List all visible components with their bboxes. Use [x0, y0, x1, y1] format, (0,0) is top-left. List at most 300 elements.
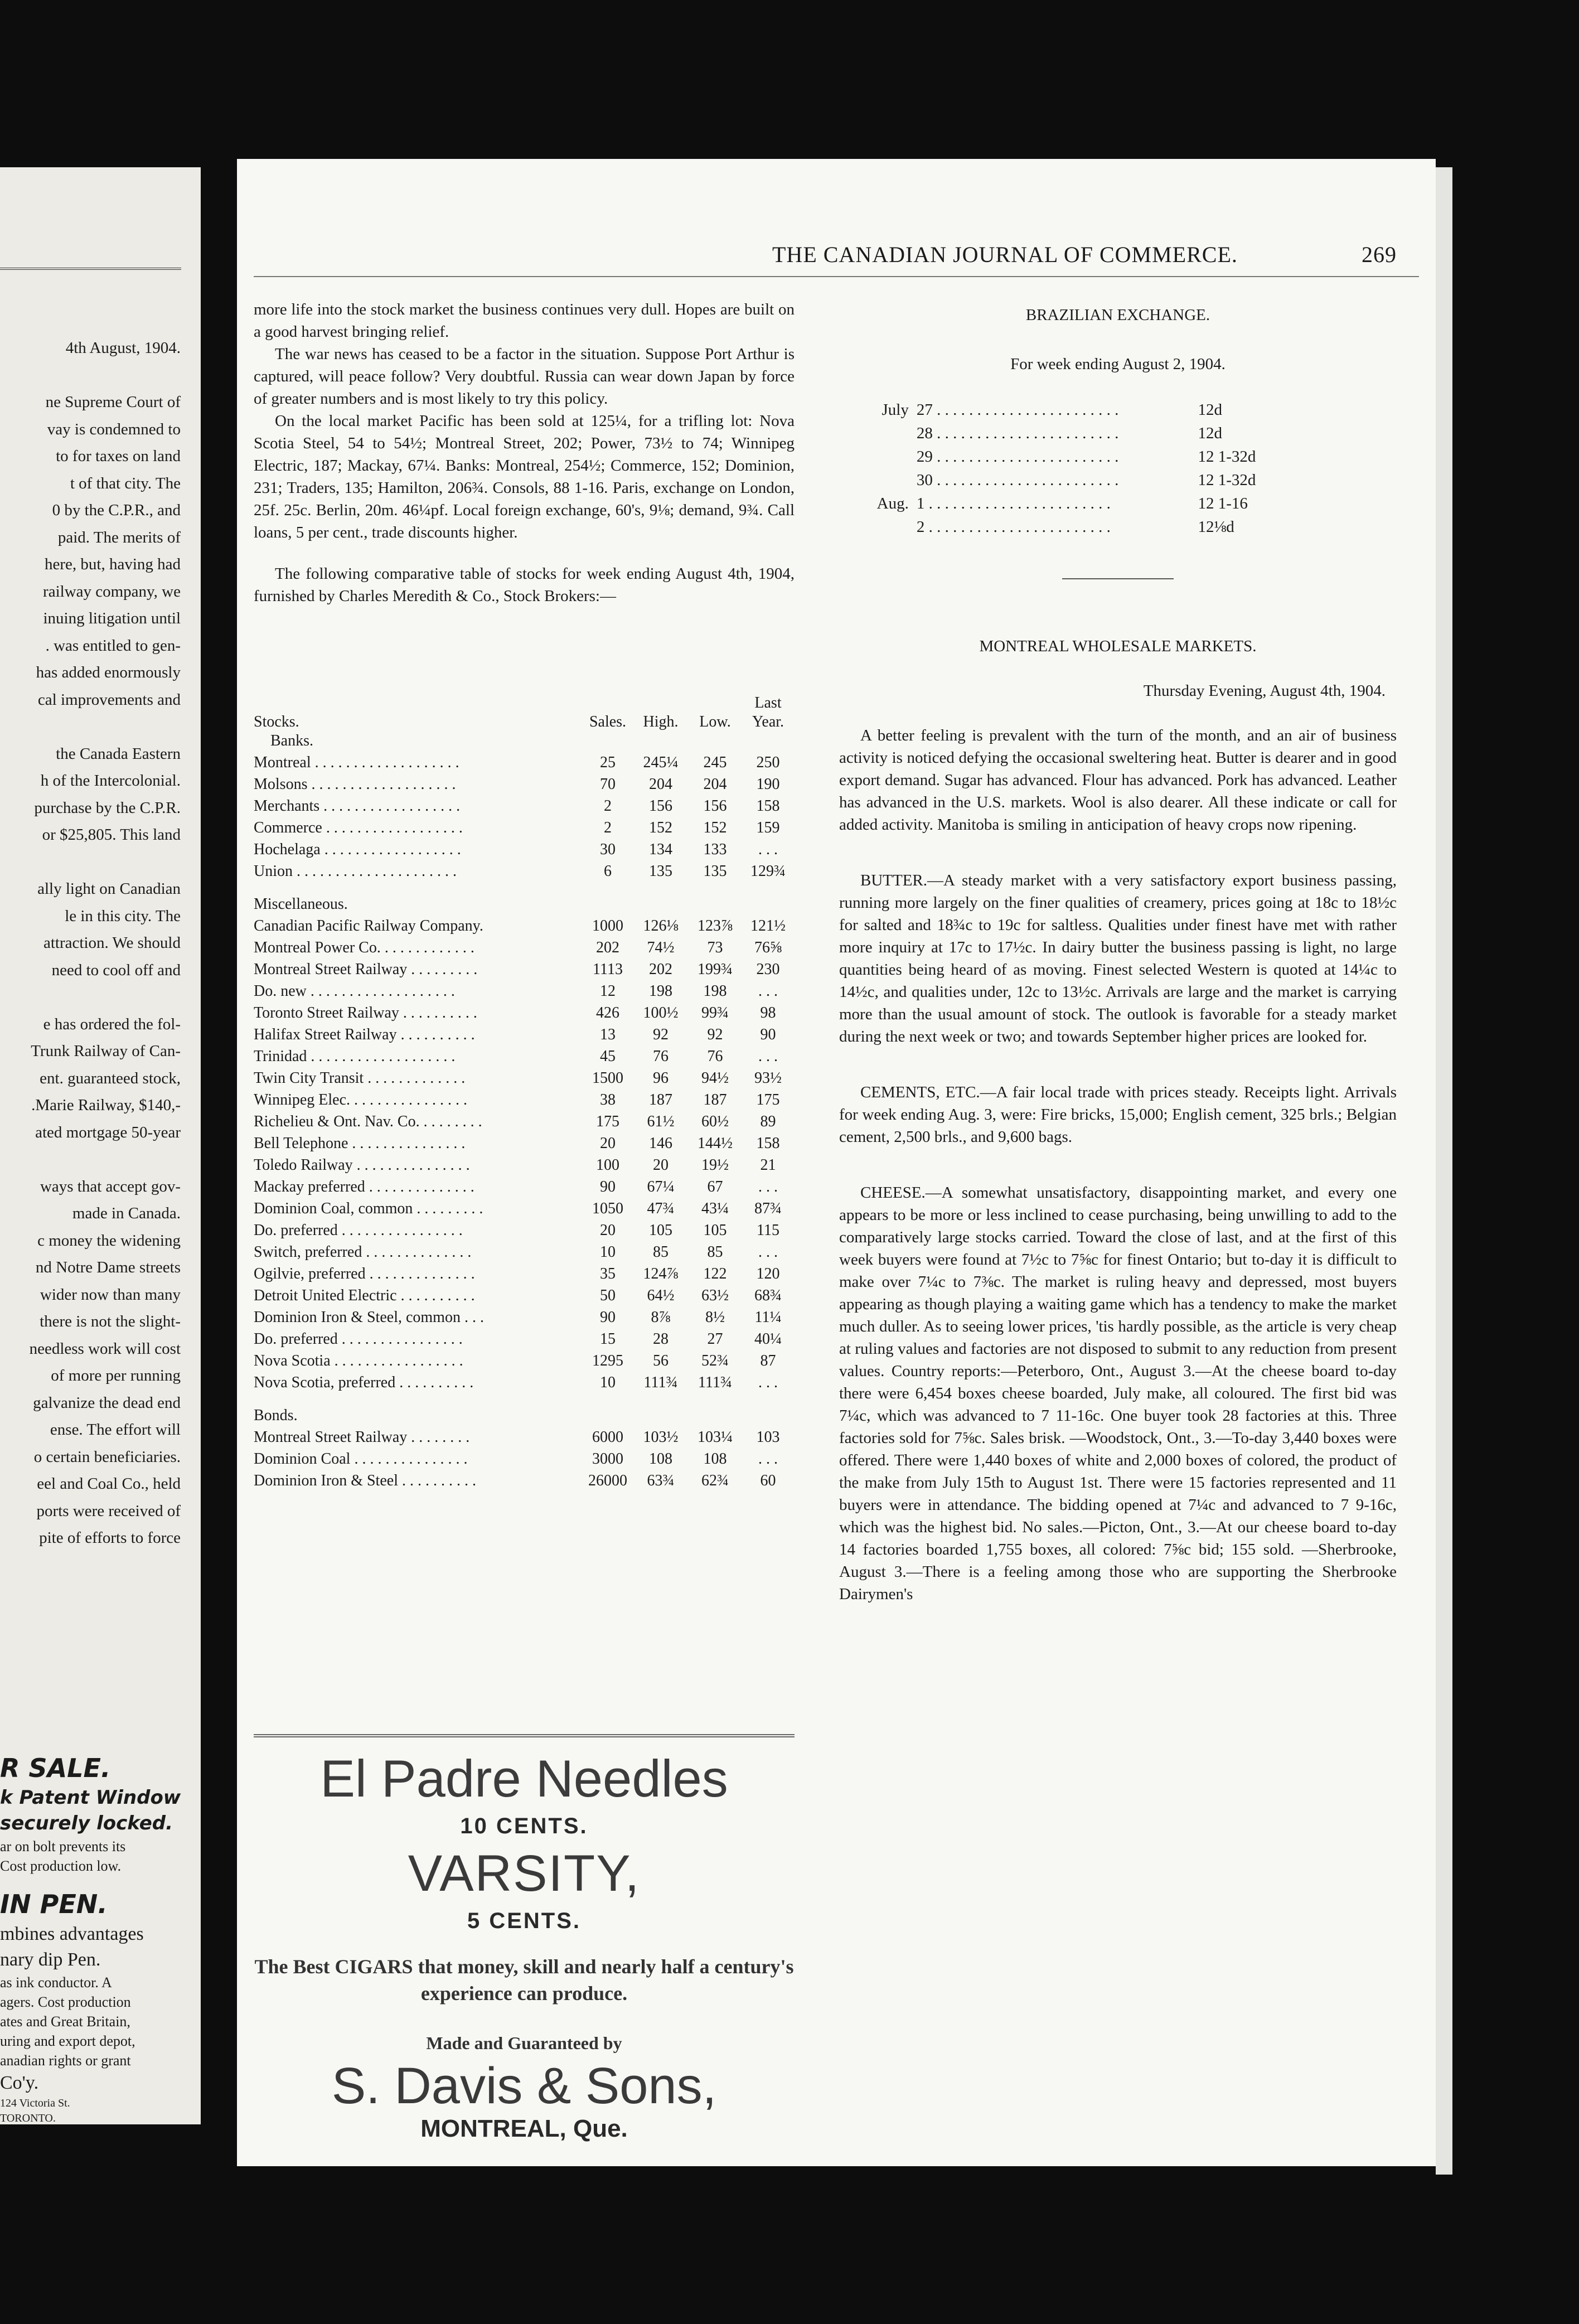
table-cell: 103¼ [698, 1429, 733, 1446]
table-cell: 8½ [705, 1309, 725, 1326]
ad-company: S. Davis & Sons, [331, 2057, 717, 2114]
table-cell: 146 [649, 1135, 672, 1152]
table-cell: 230 [756, 961, 780, 978]
table-cell: 126⅛ [643, 917, 679, 935]
table-cell: 90 [760, 1026, 776, 1043]
left-page-line: ated mortgage 50-year [35, 1123, 181, 1141]
column-header-last: Last [754, 694, 782, 711]
exchange-cell: 1 . . . . . . . . . . . . . . . . . . . . . . . [916, 495, 1111, 512]
exchange-cell: 30 . . . . . . . . . . . . . . . . . . . . . . . [916, 471, 1119, 489]
left-page-line: inuing litigation until [43, 609, 181, 627]
table-row [254, 1091, 795, 1113]
exchange-table [839, 398, 1285, 539]
table-cell: Do. preferred . . . . . . . . . . . . . . . . [254, 1330, 463, 1348]
table-cell: 76 [707, 1048, 723, 1065]
left-page-ad-line: anadian rights or grant [0, 2052, 131, 2069]
table-cell: 120 [756, 1265, 780, 1282]
left-page-line: e has ordered the fol- [43, 1015, 181, 1033]
markets-date: Thursday Evening, August 4th, 1904. [1143, 682, 1386, 700]
table-cell: 10 [600, 1243, 616, 1261]
table-cell: 103 [756, 1429, 780, 1446]
table-cell: 74½ [647, 939, 675, 956]
table-cell: 175 [756, 1091, 780, 1108]
column-header: Stocks. [254, 713, 299, 730]
table-cell: 70 [600, 776, 616, 793]
table-cell: 50 [600, 1287, 616, 1304]
left-page-line: made in Canada. [72, 1204, 181, 1222]
table-row [254, 776, 795, 797]
table-cell: 135 [703, 863, 727, 880]
table-cell: 2 [604, 797, 612, 815]
left-page-ad-line: TORONTO. [0, 2112, 56, 2124]
table-cell: 115 [757, 1222, 779, 1239]
exchange-cell [840, 446, 909, 468]
exchange-cell [840, 516, 909, 538]
table-cell: 92 [653, 1026, 669, 1043]
table-cell: 25 [600, 754, 616, 771]
section-title: Miscellaneous. [254, 895, 348, 913]
left-page-line: c money the widening [37, 1231, 181, 1250]
table-row [254, 917, 795, 939]
table-cell: 1050 [592, 1200, 623, 1217]
table-cell: Richelieu & Ont. Nav. Co. . . . . . . . . [254, 1113, 482, 1130]
table-cell: 89 [760, 1113, 776, 1130]
table-cell: Montreal . . . . . . . . . . . . . . . . . . . [254, 754, 459, 771]
table-cell: . . . [758, 1450, 778, 1468]
table-row [254, 1200, 795, 1222]
left-page-line: galvanize the dead end [33, 1393, 181, 1412]
left-page-line: h of the Intercolonial. [40, 772, 181, 790]
left-page-line: ne Supreme Court of [45, 393, 181, 411]
table-cell: 108 [703, 1450, 727, 1468]
table-cell: 20 [600, 1222, 616, 1239]
table-cell: 152 [649, 819, 672, 836]
table-cell: 38 [600, 1091, 616, 1108]
table-cell: 98 [760, 1004, 776, 1021]
left-page-ad-line: ar on bolt prevents its [0, 1838, 126, 1855]
markets-title: MONTREAL WHOLESALE MARKETS. [979, 637, 1257, 655]
left-page-line [0, 362, 184, 389]
table-cell: Montreal Street Railway . . . . . . . . . [254, 961, 478, 978]
table-cell: Twin City Transit . . . . . . . . . . . . . [254, 1069, 466, 1087]
table-cell: 60 [760, 1472, 776, 1489]
table-cell: . . . [758, 1243, 778, 1261]
table-cell: Dominion Iron & Steel . . . . . . . . . . [254, 1472, 476, 1489]
left-column [254, 298, 795, 607]
table-cell: 121½ [750, 917, 786, 935]
left-page-line: need to cool off and [51, 961, 181, 979]
left-page-ad-line: ates and Great Britain, [0, 2013, 130, 2030]
table-cell: Halifax Street Railway . . . . . . . . . . [254, 1026, 475, 1043]
table-cell: 135 [649, 863, 672, 880]
table-cell: 35 [600, 1265, 616, 1282]
table-cell: 1000 [592, 917, 623, 935]
left-page-text [0, 335, 184, 1552]
left-page-line: cal improvements and [37, 690, 181, 709]
table-cell: 85 [707, 1243, 723, 1261]
exchange-cell [840, 422, 909, 444]
table-cell: Commerce . . . . . . . . . . . . . . . . . . [254, 819, 463, 836]
exchange-cell: 12 1-32d [1198, 448, 1256, 466]
left-page-ad-line: k Patent Window [0, 1786, 181, 1809]
table-row [254, 754, 795, 776]
table-cell: Dominion Coal, common . . . . . . . . . [254, 1200, 483, 1217]
table-cell: Detroit United Electric . . . . . . . . . . [254, 1287, 475, 1304]
table-cell: 204 [649, 776, 672, 793]
short-rule [1062, 578, 1174, 579]
left-page-line: eel and Coal Co., held [37, 1475, 181, 1493]
left-page-line: vay is condemned to [47, 420, 181, 438]
exchange-cell: July [881, 401, 909, 419]
table-cell: 1113 [593, 961, 623, 978]
exchange-cell: 12⅛d [1198, 518, 1234, 536]
table-cell: 245 [703, 754, 727, 771]
table-cell: 30 [600, 841, 616, 858]
exchange-cell: 2 . . . . . . . . . . . . . . . . . . . . . . . [916, 518, 1111, 536]
ad-el-padre: El Padre Needles [320, 1749, 728, 1808]
table-cell: 103½ [643, 1429, 679, 1446]
left-page-line: ports were received of [36, 1502, 181, 1520]
left-page-ad-line: 124 Victoria St. [0, 2097, 70, 2110]
table-cell: 198 [649, 982, 672, 1000]
left-page-line: the Canada Eastern [56, 744, 181, 763]
table-cell: 63¾ [647, 1472, 675, 1489]
table-cell: 3000 [592, 1450, 623, 1468]
table-row [254, 1352, 795, 1374]
left-page-rule [0, 268, 181, 270]
table-cell: 67 [707, 1178, 723, 1195]
exchange-cell: 27 . . . . . . . . . . . . . . . . . . . . . . . [916, 401, 1119, 419]
table-cell: 40¼ [754, 1330, 782, 1348]
table-row [254, 841, 795, 863]
left-page-line: 0 by the C.P.R., and [52, 501, 181, 519]
section-title: Banks. [270, 732, 313, 749]
table-cell: 159 [756, 819, 780, 836]
table-cell: 67¼ [647, 1178, 675, 1195]
table-row [254, 1178, 795, 1200]
left-page-fragment [0, 167, 201, 2124]
ad-price-10: 10 CENTS. [460, 1814, 588, 1838]
table-cell: 96 [653, 1069, 669, 1087]
table-cell: . . . [758, 841, 778, 858]
table-cell: 47¾ [647, 1200, 675, 1217]
table-cell: . . . [758, 1374, 778, 1391]
left-page-line: ways that accept gov- [40, 1177, 181, 1195]
table-cell: 27 [707, 1330, 723, 1348]
exchange-row [840, 469, 1284, 491]
table-section [254, 1396, 795, 1429]
table-cell: 20 [600, 1135, 616, 1152]
table-cell: 202 [649, 961, 672, 978]
left-page-line [0, 849, 184, 876]
ad-price-5: 5 CENTS. [467, 1909, 582, 1933]
left-page-line: t of that city. The [70, 474, 181, 492]
table-cell: 158 [756, 797, 780, 815]
table-row [254, 819, 795, 841]
table-section [254, 884, 795, 917]
left-page-line: Trunk Railway of Can- [31, 1042, 181, 1060]
table-cell: 20 [653, 1156, 669, 1174]
left-page-ad-line: Co'y. [0, 2073, 39, 2094]
table-header-top [254, 694, 795, 713]
table-cell: Molsons . . . . . . . . . . . . . . . . . . . [254, 776, 456, 793]
table-cell: 85 [653, 1243, 669, 1261]
left-page-advert [0, 1740, 190, 2124]
table-cell: 199¾ [698, 961, 733, 978]
section-divider [254, 1734, 795, 1737]
table-cell: 52¾ [701, 1352, 729, 1369]
column-header: High. [643, 713, 679, 730]
exchange-cell: 12d [1198, 401, 1223, 419]
table-cell: 87¾ [754, 1200, 782, 1217]
exchange-cell: 12 1-16 [1198, 495, 1248, 512]
table-cell: 129¾ [750, 863, 786, 880]
left-page-line: .Marie Railway, $140,- [31, 1096, 181, 1114]
table-cell: 204 [703, 776, 727, 793]
left-page-line: nd Notre Dame streets [35, 1258, 181, 1276]
table-row [254, 1048, 795, 1069]
table-row [254, 982, 795, 1004]
column-header: Year. [752, 713, 784, 730]
cheese-report: CHEESE.—A somewhat unsatisfactory, disappointing market, and every one appears to be more or less inclined to cease purchasing, being unwilling to add to the comparatively large stocks carried. Toward the close of last, and at the first of this week buyers were found at 7½c to 7⅝c for finest Ontario; but to-day it is difficult to make over 7¼c to 7⅜c. The market is ruling heavy and depressed, most buyers appearing as though playing a waiting game which has a tendency to make the market much duller. As to seeing lower prices, 'tis hardly possible, as the article is very cheap at ruling values and factories are not disposed to submit to any reduction from present values. Country reports:—Peterboro, Ont., August 3.—At the cheese board to-day there were 6,454 boxes cheese boarded, July make, all coloured. The first bid was 7¼c, which was advanced to 7 11-16c. One buyer took 28 factories at this. Three factories sold for 7⅝c. Sales brisk. —Woodstock, Ont., 3.—To-day 3,440 boxes were offered. There were 1,440 boxes of white and 2,000 boxes of colored, the product of the make from July 15th to August 1st. There were 15 factories represented and 11 buyers were in attendance. The bidding opened at 7¼c and advanced to 7 9-16c, which was the highest bid. No sales.—Picton, Ont., 3.—At our cheese board to-day 14 factories boarded 1,755 boxes, all colored: 7⅝c bid; 155 sold. —Sherbrooke, August 3.—There is a feeling among those who are supporting the Sherbrooke Dairymen's [839, 1184, 1397, 1603]
table-cell: Mackay preferred . . . . . . . . . . . . . . [254, 1178, 474, 1195]
cements-report: CEMENTS, ETC.—A fair local trade with prices steady. Receipts light. Arrivals for week ending Aug. 3, were: Fire bricks, 15,000; English cement, 325 brls.; Belgian cement, 2,500 brls., and 9,600 bags. [839, 1083, 1397, 1146]
section-title: Bonds. [254, 1407, 298, 1424]
table-cell: 245¼ [643, 754, 679, 771]
exchange-subtitle: For week ending August 2, 1904. [1010, 355, 1226, 373]
table-header [254, 713, 795, 732]
table-cell: Switch, preferred . . . . . . . . . . . . . . [254, 1243, 472, 1261]
table-cell: 1500 [592, 1069, 623, 1087]
table-cell: 1295 [592, 1352, 623, 1369]
left-page-line: le in this city. The [65, 907, 181, 925]
table-row [254, 1429, 795, 1450]
table-cell: Nova Scotia . . . . . . . . . . . . . . . . . [254, 1352, 463, 1369]
left-page-line: of more per running [51, 1367, 181, 1384]
table-row [254, 863, 795, 884]
table-cell: 152 [703, 819, 727, 836]
table-cell: 11¼ [754, 1309, 782, 1326]
column-header: Sales. [589, 713, 627, 730]
table-row [254, 1374, 795, 1396]
page-header [538, 241, 1397, 275]
journal-page [237, 159, 1436, 2166]
table-cell: 93½ [754, 1069, 782, 1087]
left-page-line: wider now than many [40, 1285, 181, 1304]
ad-varsity: VARSITY, [408, 1845, 641, 1902]
journal-title: THE CANADIAN JOURNAL OF COMMERCE. [772, 242, 1238, 267]
table-cell: Montreal Street Railway . . . . . . . . [254, 1429, 470, 1446]
table-cell: 122 [703, 1265, 727, 1282]
paragraph: The war news has ceased to be a factor in the situation. Suppose Port Arthur is captured, will peace follow? Very doubtful. Russia can wear down Japan by force of greater numbers and is most likely to try this policy. [254, 345, 795, 408]
table-cell: Dominion Iron & Steel, common . . . [254, 1309, 484, 1326]
table-cell: Winnipeg Elec. . . . . . . . . . . . . . . . [254, 1091, 468, 1108]
table-cell: . . . [758, 1178, 778, 1195]
exchange-row [840, 446, 1284, 468]
left-page-line [0, 713, 184, 740]
table-cell: . . . [758, 982, 778, 1000]
table-cell: 6000 [592, 1429, 623, 1446]
table-cell: Montreal Power Co. . . . . . . . . . . . . [254, 939, 474, 956]
table-row [254, 1330, 795, 1352]
left-page-line: here, but, having had [44, 555, 181, 573]
left-page-line: to for taxes on land [56, 447, 181, 465]
right-column [839, 298, 1397, 1605]
left-page-line: 4th August, 1904. [65, 339, 181, 357]
table-cell: 60½ [701, 1113, 729, 1130]
header-rule [254, 276, 1419, 277]
table-cell: 111¾ [643, 1374, 678, 1391]
table-cell: Bell Telephone . . . . . . . . . . . . . . . [254, 1135, 466, 1152]
table-cell: 15 [600, 1330, 616, 1348]
column-header: Low. [699, 713, 731, 730]
table-cell: 26000 [588, 1472, 627, 1489]
table-row [254, 1222, 795, 1243]
exchange-row [840, 516, 1284, 538]
left-page-line: pite of efforts to force [39, 1529, 181, 1547]
exchange-cell: Aug. [876, 495, 909, 512]
left-page-line [0, 1146, 184, 1173]
table-cell: 10 [600, 1374, 616, 1391]
table-cell: 68¾ [754, 1287, 782, 1304]
table-cell: 92 [707, 1026, 723, 1043]
left-page-ad-line: R SALE. [0, 1753, 111, 1783]
exchange-cell [840, 469, 909, 491]
exchange-cell: 12 1-32d [1198, 471, 1256, 489]
table-row [254, 939, 795, 961]
table-cell: 61½ [647, 1113, 675, 1130]
stock-table [254, 694, 795, 1494]
table-row [254, 1309, 795, 1330]
table-row [254, 1156, 795, 1178]
table-cell: 43¼ [701, 1200, 729, 1217]
exchange-row [840, 399, 1284, 421]
table-cell: 123⅞ [698, 917, 733, 935]
paragraph: On the local market Pacific has been sold at 125¼, for a trifling lot: Nova Scotia Steel, 54 to 54½; Montreal Street, 202; Power, 73½ to 74; Winnipeg Electric, 187; Mackay, 67¼. Banks: Montreal, 254½; Commerce, 152; Dominion, 231; Traders, 135; Hamilton, 206¾. Consols, 88 1-16. Paris, exchange on London, 25f. 25c. Berlin, 20m. 46¼pf. Local foreign exchange, 60's, 9⅛; demand, 9¾. Call loans, 5 per cent., trade discounts higher. [254, 412, 795, 541]
left-page-line: ense. The effort will [50, 1421, 181, 1439]
table-cell: 62¾ [701, 1472, 729, 1489]
left-page-ad-line: mbines advantages [0, 1924, 144, 1945]
table-cell: Nova Scotia, preferred . . . . . . . . . . [254, 1374, 474, 1391]
table-cell: 21 [760, 1156, 776, 1174]
table-cell: Do. preferred . . . . . . . . . . . . . . . . [254, 1222, 463, 1239]
table-cell: 2 [604, 819, 612, 836]
table-cell: 64½ [647, 1287, 675, 1304]
exchange-cell: 12d [1198, 424, 1223, 442]
table-cell: 63½ [701, 1287, 729, 1304]
table-row [254, 1472, 795, 1494]
table-row [254, 1265, 795, 1287]
table-cell: 108 [649, 1450, 672, 1468]
exchange-title: BRAZILIAN EXCHANGE. [1025, 306, 1210, 324]
table-row [254, 1135, 795, 1156]
left-page-line [0, 984, 184, 1011]
table-cell: 56 [653, 1352, 669, 1369]
table-cell: 175 [596, 1113, 619, 1130]
ad-tagline: The Best CIGARS that money, skill and nearly half a century's experience can produce. [254, 1955, 794, 2005]
page-number: 269 [1362, 242, 1397, 267]
table-cell: Do. new . . . . . . . . . . . . . . . . . . . [254, 982, 455, 1000]
table-section [254, 732, 795, 754]
table-row [254, 961, 795, 982]
left-page-ad-line: agers. Cost production [0, 1994, 131, 2011]
paragraph: more life into the stock market the business continues very dull. Hopes are built on a good harvest bringing relief. [254, 301, 795, 341]
table-cell: 156 [703, 797, 727, 815]
left-page-ad-line: nary dip Pen. [0, 1949, 101, 1970]
table-cell: Ogilvie, preferred . . . . . . . . . . . . . . [254, 1265, 475, 1282]
table-row [254, 1287, 795, 1309]
left-page-line: ent. guaranteed stock, [40, 1069, 181, 1087]
table-row [254, 1069, 795, 1091]
left-page-ad-line: as ink conductor. A [0, 1974, 112, 1991]
left-page-line: . was entitled to gen- [45, 636, 181, 655]
exchange-row [840, 492, 1284, 515]
table-row [254, 1004, 795, 1026]
table-cell: 105 [703, 1222, 727, 1239]
table-cell: Toledo Railway . . . . . . . . . . . . . . . [254, 1156, 470, 1174]
left-page-line: purchase by the C.P.R. [34, 798, 181, 817]
left-page-line: o certain beneficiaries. [33, 1447, 181, 1466]
cigar-advertisement [254, 1748, 795, 2143]
exchange-cell: 29 . . . . . . . . . . . . . . . . . . . . . . . [916, 448, 1119, 466]
left-page-line: or $25,805. This land [42, 826, 181, 844]
table-row [254, 1243, 795, 1265]
table-cell: 426 [596, 1004, 619, 1021]
exchange-cell: 28 . . . . . . . . . . . . . . . . . . . . . . . [916, 424, 1119, 442]
table-cell: 187 [649, 1091, 672, 1108]
exchange-row [840, 422, 1284, 444]
table-cell: 8⅞ [651, 1309, 671, 1326]
ad-made-by: Made and Guaranteed by [426, 2033, 622, 2053]
table-cell: 202 [596, 939, 619, 956]
table-cell: 156 [649, 797, 672, 815]
left-page-line: paid. The merits of [57, 528, 181, 546]
table-cell: 124⅞ [643, 1265, 679, 1282]
table-cell: 94½ [701, 1069, 729, 1087]
table-cell: 90 [600, 1309, 616, 1326]
butter-report: BUTTER.—A steady market with a very satisfactory export business passing, running more largely on the finer qualities of creamery, prices going at 18c to 18½c for salted and 18¾c to 19c for saltless. Qualities under finest have met with rather more inquiry at 17c to 17½c. In dairy butter the business passing is light, no large quantities being heard of as moving. Finest selected Western is quoted at 14¼c to 14½c, and qualities under, 12c to 13½c. Arrivals are large and the market is carrying more than the usual amount of stock. The outlook is favorable for a steady market during the next week or two; and towards September higher prices are looked for. [839, 872, 1397, 1045]
table-cell: 73 [707, 939, 723, 956]
table-cell: Trinidad . . . . . . . . . . . . . . . . . . . [254, 1048, 456, 1065]
table-row [254, 1113, 795, 1135]
table-cell: 45 [600, 1048, 616, 1065]
table-cell: Toronto Street Railway . . . . . . . . . . [254, 1004, 477, 1021]
table-cell: 111¾ [698, 1374, 732, 1391]
table-cell: 19½ [701, 1156, 729, 1174]
table-cell: 76 [653, 1048, 669, 1065]
table-cell: 250 [756, 754, 780, 771]
left-page-ad-line: IN PEN. [0, 1889, 108, 1920]
left-page-line: has added enormously [36, 664, 181, 681]
left-page-ad-line: securely locked. [0, 1812, 173, 1834]
table-cell: 76⅝ [754, 939, 782, 956]
left-page-line: ally light on Canadian [37, 880, 181, 898]
paragraph: The following comparative table of stocks for week ending August 4th, 1904, furnished by Charles Meredith & Co., Stock Brokers:— [254, 565, 795, 605]
ad-city: MONTREAL, Que. [420, 2115, 628, 2142]
table-cell: 13 [600, 1026, 616, 1043]
markets-intro: A better feeling is prevalent with the turn of the month, and an air of business activity is noticed defying the occasional sweltering heat. Butter is dearer and in good export demand. Sugar has advanced. Flour has advanced. Pork has advanced. Leather has advanced in the U.S. markets. Wool is also dearer. All these indicate or call for added activity. Manitoba is smiling in anticipation of heavy crops now ripening. [839, 727, 1397, 834]
table-cell: 105 [649, 1222, 672, 1239]
left-page-line: needless work will cost [29, 1339, 181, 1358]
table-cell: Dominion Coal . . . . . . . . . . . . . . . [254, 1450, 468, 1468]
table-row [254, 1450, 795, 1472]
table-cell: 28 [653, 1330, 669, 1348]
table-cell: 90 [600, 1178, 616, 1195]
left-page-line: railway company, we [43, 582, 181, 601]
table-cell: 100 [596, 1156, 619, 1174]
table-cell: 144½ [698, 1135, 733, 1152]
table-cell: 134 [649, 841, 672, 858]
